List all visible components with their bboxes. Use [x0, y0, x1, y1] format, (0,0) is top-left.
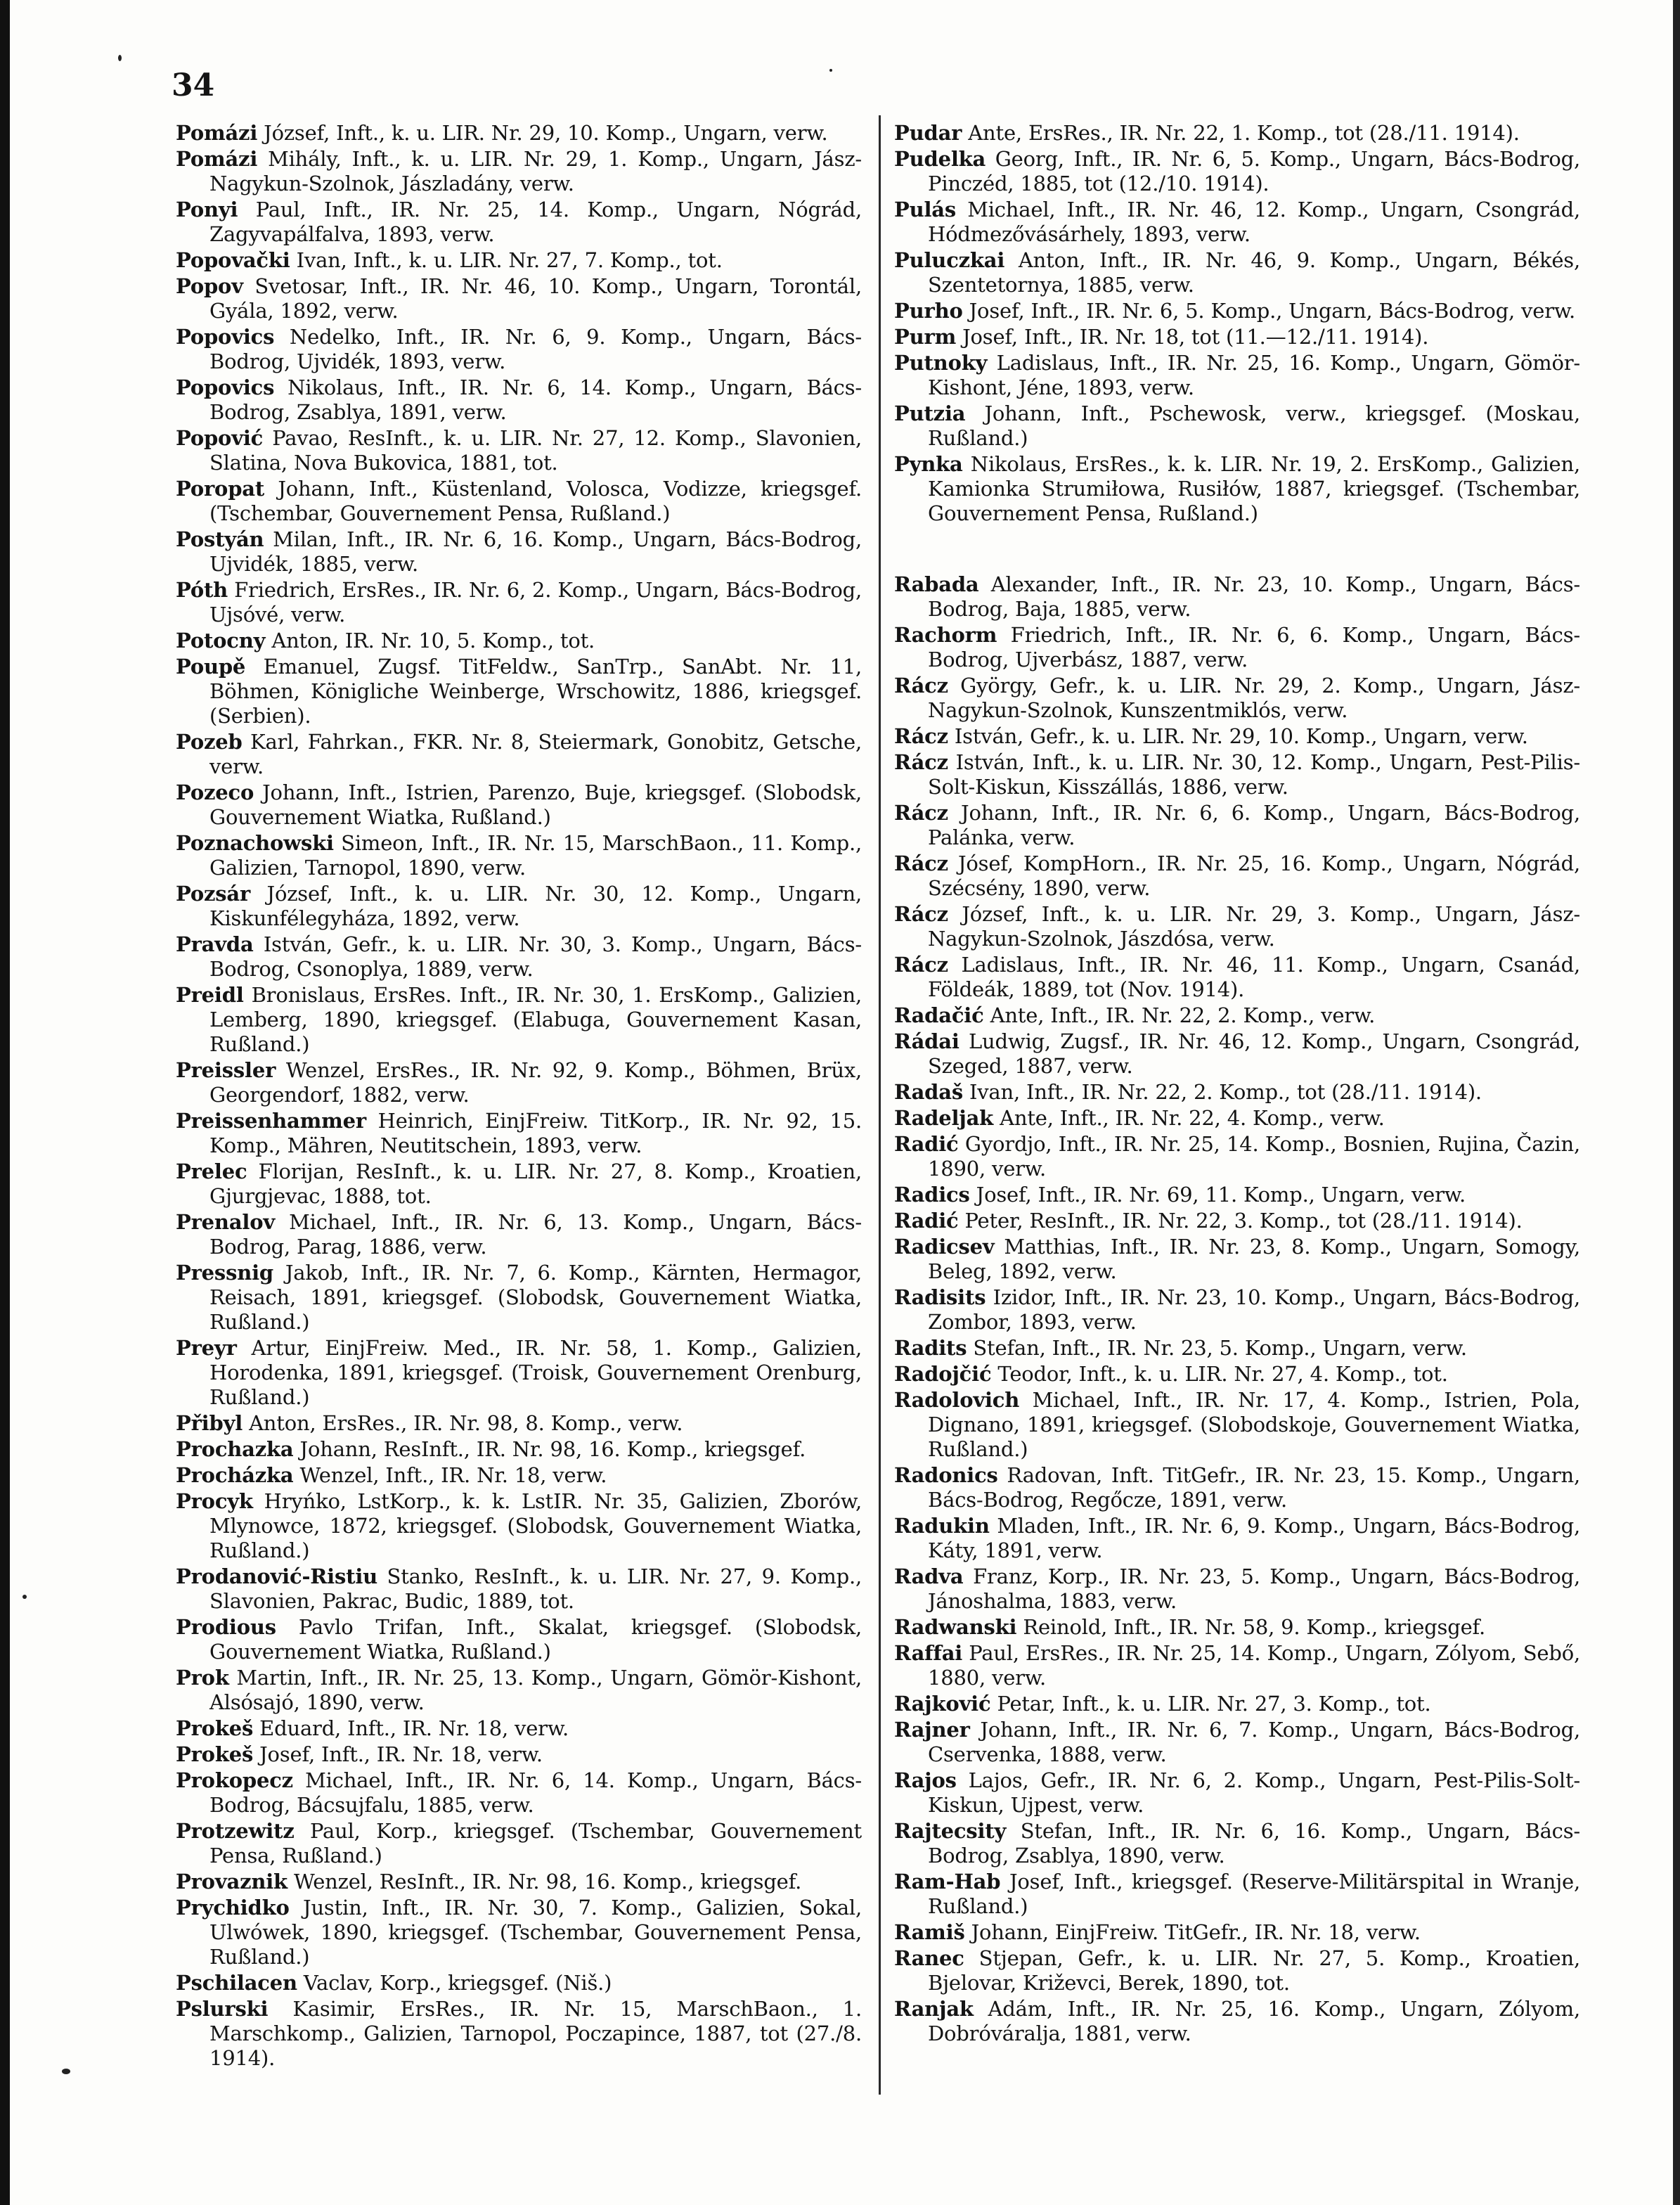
entry-details: Ivan, Inft., k. u. LIR. Nr. 27, 7. Komp., tot.: [290, 248, 723, 272]
entry-details: Stanko, ResInft., k. u. LIR. Nr. 27, 9. Komp., Slavonien, Pakrac, Budic, 1889, tot.: [209, 1564, 862, 1613]
entry-surname: Prodious: [176, 1615, 276, 1639]
register-entry: [176, 121, 862, 146]
entry-details: Paul, Korp., kriegsgef. (Tschembar, Gouvernement Pensa, Rußland.): [209, 1819, 862, 1868]
entry-details: Reinold, Inft., IR. Nr. 58, 9. Komp., kriegsgef.: [1016, 1615, 1486, 1639]
entry-details: Alexander, Inft., IR. Nr. 23, 10. Komp., Ungarn, Bács-Bodrog, Baja, 1885, verw.: [928, 572, 1580, 621]
register-entry: [894, 1920, 1580, 1945]
entry-surname: Putnoky: [894, 351, 988, 375]
section-gap: [894, 527, 1580, 572]
register-entry: [894, 1692, 1580, 1716]
register-entry: [894, 902, 1580, 951]
entry-details: Izidor, Inft., IR. Nr. 23, 10. Komp., Ungarn, Bács-Bodrog, Zombor, 1893, verw.: [928, 1285, 1580, 1334]
entry-details: Josef, Inft., IR. Nr. 18, verw.: [253, 1742, 543, 1766]
entry-details: Johann, Inft., IR. Nr. 6, 7. Komp., Ungarn, Bács-Bodrog, Cservenka, 1888, verw.: [928, 1718, 1580, 1766]
column-divider: [879, 115, 881, 2095]
register-entry: [894, 801, 1580, 850]
register-entry: [894, 299, 1580, 323]
entry-details: Friedrich, Inft., IR. Nr. 6, 6. Komp., Ungarn, Bács-Bodrog, Ujverbász, 1887, verw.: [928, 623, 1580, 671]
entry-surname: Pudelka: [894, 147, 986, 171]
entry-surname: Prokeš: [176, 1716, 254, 1740]
entry-details: György, Gefr., k. u. LIR. Nr. 29, 2. Komp., Ungarn, Jász-Nagykun-Szolnok, Kunszentmiklós, verw.: [928, 674, 1580, 722]
entry-surname: Purho: [894, 299, 963, 323]
entry-surname: Poznachowski: [176, 831, 334, 855]
register-entry: [894, 1768, 1580, 1818]
left-column: [176, 121, 862, 2072]
section-r-entries: [894, 572, 1580, 2046]
register-entry: [176, 1819, 862, 1868]
register-entry: [894, 248, 1580, 297]
entry-surname: Radva: [894, 1564, 964, 1588]
entry-surname: Prelec: [176, 1159, 247, 1183]
entry-surname: Pozeb: [176, 730, 243, 754]
entry-details: Mladen, Inft., IR. Nr. 6, 9. Komp., Ungarn, Bács-Bodrog, Káty, 1891, verw.: [928, 1514, 1580, 1562]
register-entry: [176, 527, 862, 577]
entry-surname: Prychidko: [176, 1896, 290, 1920]
entry-surname: Pslurski: [176, 1997, 269, 2021]
entry-surname: Potocny: [176, 629, 266, 652]
entry-surname: Popovics: [176, 375, 275, 399]
register-entry: [894, 325, 1580, 349]
register-entry: [176, 147, 862, 196]
register-entry: [176, 1210, 862, 1259]
entry-surname: Procyk: [176, 1489, 253, 1513]
entry-surname: Radolovich: [894, 1388, 1020, 1412]
register-entry: [176, 1463, 862, 1488]
entry-surname: Preissler: [176, 1058, 276, 1082]
entry-surname: Pudar: [894, 121, 962, 145]
entry-details: József, Inft., k. u. LIR. Nr. 29, 10. Komp., Ungarn, verw.: [257, 121, 828, 145]
entry-details: Nikolaus, Inft., IR. Nr. 6, 14. Komp., Ungarn, Bács-Bodrog, Zsablya, 1891, verw.: [209, 375, 862, 424]
entry-details: Matthias, Inft., IR. Nr. 23, 8. Komp., Ungarn, Somogy, Beleg, 1892, verw.: [928, 1235, 1580, 1283]
entry-surname: Póth: [176, 578, 228, 602]
entry-surname: Preyr: [176, 1336, 237, 1360]
entry-details: Friedrich, ErsRes., IR. Nr. 6, 2. Komp., Ungarn, Bács-Bodrog, Ujsóvé, verw.: [209, 578, 862, 626]
register-entry: [176, 1615, 862, 1664]
register-entry: [176, 1997, 862, 2071]
entry-surname: Radojčić: [894, 1362, 992, 1386]
register-entry: [176, 1261, 862, 1335]
entry-surname: Radicsev: [894, 1235, 995, 1259]
entry-details: Paul, ErsRes., IR. Nr. 25, 14. Komp., Ungarn, Zólyom, Sebő, 1880, verw.: [928, 1641, 1580, 1690]
entry-details: Johann, EinjFreiw. TitGefr., IR. Nr. 18, verw.: [964, 1920, 1421, 1944]
entry-details: József, Inft., k. u. LIR. Nr. 30, 12. Komp., Ungarn, Kiskunfélegyháza, 1892, verw.: [209, 882, 862, 930]
entry-surname: Preissenhammer: [176, 1109, 366, 1133]
register-entry: [894, 1946, 1580, 1995]
entry-details: Stefan, Inft., IR. Nr. 23, 5. Komp., Ungarn, verw.: [967, 1336, 1467, 1360]
register-entry: [176, 1437, 862, 1462]
entry-surname: Radonics: [894, 1463, 998, 1487]
entry-surname: Radics: [894, 1183, 970, 1207]
entry-surname: Rabada: [894, 572, 979, 596]
entry-details: Florijan, ResInft., k. u. LIR. Nr. 27, 8. Komp., Kroatien, Gjurgjevac, 1888, tot.: [209, 1159, 862, 1208]
entry-details: Johann, Inft., Küstenland, Volosca, Vodizze, kriegsgef. (Tschembar, Gouvernement Pensa, Rußland.): [209, 477, 862, 525]
entry-surname: Provaznik: [176, 1870, 287, 1894]
entry-surname: Rácz: [894, 724, 948, 748]
register-entry: [894, 1336, 1580, 1361]
entry-details: Justin, Inft., IR. Nr. 30, 7. Komp., Galizien, Sokal, Ulwówek, 1890, kriegsgef. (Tschembar, Gouvernement Pensa, Rußland.): [209, 1896, 862, 1969]
entry-details: Johann, Inft., IR. Nr. 6, 6. Komp., Ungarn, Bács-Bodrog, Palánka, verw.: [928, 801, 1580, 849]
register-entry: [894, 1029, 1580, 1079]
entry-surname: Rácz: [894, 953, 948, 977]
register-entry: [176, 1666, 862, 1715]
register-entry: [176, 578, 862, 627]
register-entry: [894, 401, 1580, 451]
entry-details: Georg, Inft., IR. Nr. 6, 5. Komp., Ungarn, Bács-Bodrog, Pinczéd, 1885, tot (12./10. 1914).: [928, 147, 1580, 195]
entry-details: Adám, Inft., IR. Nr. 25, 16. Komp., Ungarn, Zólyom, Dobróváralja, 1881, verw.: [928, 1997, 1580, 2045]
entry-details: Anton, ErsRes., IR. Nr. 98, 8. Komp., verw.: [243, 1411, 683, 1435]
entry-surname: Pynka: [894, 452, 963, 476]
entry-surname: Radukin: [894, 1514, 990, 1538]
entry-details: Ivan, Inft., IR. Nr. 22, 2. Komp., tot (28./11. 1914).: [962, 1080, 1482, 1104]
entry-surname: Radić: [894, 1132, 959, 1156]
register-entry: [176, 477, 862, 526]
entry-details: Nikolaus, ErsRes., k. k. LIR. Nr. 19, 2. ErsKomp., Galizien, Kamionka Strumiłowa, Rusiłów, 1887, kriegsgef. (Tschembar, Gouvernement Pensa, Rußland.): [928, 452, 1580, 525]
entry-details: Kasimir, ErsRes., IR. Nr. 15, MarschBaon., 1. Marschkomp., Galizien, Tarnopol, Poczapince, 1887, tot (27./8. 1914).: [209, 1997, 862, 2070]
register-entry: [176, 325, 862, 374]
entry-details: Franz, Korp., IR. Nr. 23, 5. Komp., Ungarn, Bács-Bodrog, Jánoshalma, 1883, verw.: [928, 1564, 1580, 1613]
register-entry: [176, 932, 862, 982]
entry-details: Ladislaus, Inft., IR. Nr. 25, 16. Komp., Ungarn, Gömör-Kishont, Jéne, 1893, verw.: [928, 351, 1580, 399]
entry-details: Bronislaus, ErsRes. Inft., IR. Nr. 30, 1. ErsKomp., Galizien, Lemberg, 1890, kriegsgef. (Elabuga, Gouvernement Kasan, Rußland.): [209, 983, 862, 1056]
scan-speck: [22, 1595, 27, 1599]
entry-surname: Radaš: [894, 1080, 963, 1104]
entry-surname: Rácz: [894, 674, 948, 698]
register-entry: [894, 1388, 1580, 1462]
register-entry: [894, 1132, 1580, 1181]
register-entry: [894, 147, 1580, 196]
entry-details: Simeon, Inft., IR. Nr. 15, MarschBaon., 11. Komp., Galizien, Tarnopol, 1890, verw.: [209, 831, 862, 880]
entry-surname: Rajtecsity: [894, 1819, 1007, 1843]
entry-surname: Protzewitz: [176, 1819, 295, 1843]
entry-details: Artur, EinjFreiw. Med., IR. Nr. 58, 1. Komp., Galizien, Horodenka, 1891, kriegsgef. (Troisk, Gouvernement Orenburg, Rußland.): [209, 1336, 862, 1409]
register-entry: [894, 1209, 1580, 1233]
register-entry: [176, 983, 862, 1057]
entry-surname: Poupě: [176, 655, 246, 679]
register-entry: [894, 1285, 1580, 1335]
entry-details: Anton, IR. Nr. 10, 5. Komp., tot.: [265, 629, 595, 652]
entry-details: Wenzel, Inft., IR. Nr. 18, verw.: [293, 1463, 607, 1487]
entry-surname: Prochazka: [176, 1437, 294, 1461]
register-entry: [176, 1564, 862, 1614]
entry-details: József, Inft., k. u. LIR. Nr. 29, 3. Komp., Ungarn, Jász-Nagykun-Szolnok, Jászdósa, verw.: [928, 902, 1580, 951]
entry-surname: Radwanski: [894, 1615, 1017, 1639]
register-entry: [176, 1716, 862, 1741]
entry-surname: Ranjak: [894, 1997, 974, 2021]
entry-surname: Radisits: [894, 1285, 986, 1309]
entry-details: Emanuel, Zugsf. TitFeldw., SanTrp., SanAbt. Nr. 11, Böhmen, Königliche Weinberge, Wrschowitz, 1886, kriegsgef. (Serbien).: [209, 655, 862, 728]
entry-details: Josef, Inft., IR. Nr. 69, 11. Komp., Ungarn, verw.: [969, 1183, 1466, 1207]
register-entry: [176, 1768, 862, 1818]
register-entry: [176, 730, 862, 779]
entry-surname: Ramiš: [894, 1920, 965, 1944]
register-entry: [176, 274, 862, 323]
entry-details: Ludwig, Zugsf., IR. Nr. 46, 12. Komp., Ungarn, Csongrád, Szeged, 1887, verw.: [928, 1029, 1580, 1078]
register-entry: [176, 629, 862, 653]
register-entry: [176, 375, 862, 425]
entry-surname: Pschilacen: [176, 1971, 297, 1995]
entry-details: Ante, ErsRes., IR. Nr. 22, 1. Komp., tot (28./11. 1914).: [962, 121, 1520, 145]
register-entry: [894, 1997, 1580, 2046]
entry-details: Johann, Inft., Pschewosk, verw., kriegsgef. (Moskau, Rußland.): [928, 401, 1580, 450]
entry-details: Stjepan, Gefr., k. u. LIR. Nr. 27, 5. Komp., Kroatien, Bjelovar, Križevci, Berek, 1890, tot.: [928, 1946, 1580, 1995]
entry-surname: Prodanović-Ristiu: [176, 1564, 378, 1588]
register-entry: [894, 121, 1580, 146]
section-p-entries: [894, 121, 1580, 526]
entry-surname: Pulás: [894, 198, 957, 221]
register-entry: [176, 1971, 862, 1995]
register-entry: [176, 1870, 862, 1894]
entry-surname: Preidl: [176, 983, 244, 1007]
register-entry: [894, 851, 1580, 901]
entry-details: Martin, Inft., IR. Nr. 25, 13. Komp., Ungarn, Gömör-Kishont, Alsósajó, 1890, verw.: [209, 1666, 862, 1714]
entry-surname: Procházka: [176, 1463, 294, 1487]
entry-details: Svetosar, Inft., IR. Nr. 46, 10. Komp., Ungarn, Torontál, Gyála, 1892, verw.: [209, 274, 862, 323]
entry-surname: Radić: [894, 1209, 959, 1233]
page-number: 34: [172, 68, 215, 103]
entry-surname: Rajković: [894, 1692, 991, 1716]
register-entry: [176, 1411, 862, 1436]
entry-details: István, Gefr., k. u. LIR. Nr. 29, 10. Komp., Ungarn, verw.: [948, 724, 1528, 748]
register-entry: [176, 1159, 862, 1209]
entry-surname: Putzia: [894, 401, 966, 425]
entry-details: István, Inft., k. u. LIR. Nr. 30, 12. Komp., Ungarn, Pest-Pilis-Solt-Kiskun, Kisszállás, 1886, verw.: [928, 750, 1580, 799]
entry-surname: Pravda: [176, 932, 254, 956]
scan-speck: [62, 2069, 70, 2074]
entry-surname: Rachorm: [894, 623, 997, 647]
entry-surname: Puluczkai: [894, 248, 1005, 272]
entry-details: Petar, Inft., k. u. LIR. Nr. 27, 3. Komp., tot.: [990, 1692, 1431, 1716]
entry-details: Pavao, ResInft., k. u. LIR. Nr. 27, 12. Komp., Slavonien, Slatina, Nova Bukovica, 1881, tot.: [209, 426, 862, 475]
entry-surname: Pressnig: [176, 1261, 273, 1285]
entry-details: Michael, Inft., IR. Nr. 46, 12. Komp., Ungarn, Csongrád, Hódmezővásárhely, 1893, verw.: [928, 198, 1580, 246]
register-entry: [894, 1564, 1580, 1614]
entry-surname: Pomázi: [176, 147, 258, 171]
register-entry: [894, 572, 1580, 622]
entry-surname: Popov: [176, 274, 243, 298]
entry-surname: Postyán: [176, 527, 264, 551]
entry-surname: Radačić: [894, 1003, 984, 1027]
register-entry: [176, 426, 862, 475]
entry-details: Michael, Inft., IR. Nr. 6, 14. Komp., Ungarn, Bács-Bodrog, Bácsujfalu, 1885, verw.: [209, 1768, 862, 1817]
register-entry: [176, 198, 862, 247]
entry-details: Stefan, Inft., IR. Nr. 6, 16. Komp., Ungarn, Bács-Bodrog, Zsablya, 1890, verw.: [928, 1819, 1580, 1868]
register-entry: [176, 831, 862, 880]
register-entry: [176, 655, 862, 728]
register-entry: [894, 1183, 1580, 1207]
entry-surname: Rajner: [894, 1718, 970, 1742]
entry-details: Johann, Inft., Istrien, Parenzo, Buje, kriegsgef. (Slobodsk, Gouvernement Wiatka, Rußland.): [209, 780, 862, 829]
entry-details: Michael, Inft., IR. Nr. 17, 4. Komp., Istrien, Pola, Dignano, 1891, kriegsgef. (Slobodskoje, Gouvernement Wiatka, Rußland.): [928, 1388, 1580, 1461]
entry-details: Anton, Inft., IR. Nr. 46, 9. Komp., Ungarn, Békés, Szentetornya, 1885, verw.: [928, 248, 1580, 297]
entry-details: Michael, Inft., IR. Nr. 6, 13. Komp., Ungarn, Bács-Bodrog, Parag, 1886, verw.: [209, 1210, 862, 1259]
register-entry: [894, 1235, 1580, 1284]
entry-details: Pavlo Trifan, Inft., Skalat, kriegsgef. (Slobodsk, Gouvernement Wiatka, Rußland.): [209, 1615, 862, 1664]
entry-surname: Popovics: [176, 325, 275, 349]
entry-surname: Prok: [176, 1666, 229, 1690]
register-entry: [176, 882, 862, 931]
entry-surname: Popović: [176, 426, 264, 450]
register-entry: [176, 248, 862, 273]
entry-surname: Rajos: [894, 1768, 957, 1792]
register-entry: [894, 1819, 1580, 1868]
entry-details: Nedelko, Inft., IR. Nr. 6, 9. Komp., Ungarn, Bács-Bodrog, Ujvidék, 1893, verw.: [209, 325, 862, 373]
register-entry: [176, 1896, 862, 1969]
register-entry: [176, 780, 862, 830]
register-entry: [176, 1489, 862, 1563]
entry-surname: Přibyl: [176, 1411, 243, 1435]
register-entry: [894, 1615, 1580, 1640]
entry-details: Wenzel, ErsRes., IR. Nr. 92, 9. Komp., Böhmen, Brüx, Georgendorf, 1882, verw.: [209, 1058, 862, 1107]
entry-surname: Pozsár: [176, 882, 251, 906]
entry-surname: Rácz: [894, 902, 948, 926]
entry-surname: Poropat: [176, 477, 265, 501]
entry-details: Lajos, Gefr., IR. Nr. 6, 2. Komp., Ungarn, Pest-Pilis-Solt-Kiskun, Ujpest, verw.: [928, 1768, 1580, 1817]
entry-surname: Pozeco: [176, 780, 254, 804]
register-entry: [176, 1109, 862, 1158]
register-entry: [894, 1362, 1580, 1387]
register-entry: [894, 1718, 1580, 1767]
entry-details: Jósef, KompHorn., IR. Nr. 25, 16. Komp., Ungarn, Nógrád, Szécsény, 1890, verw.: [928, 851, 1580, 900]
register-entry: [894, 750, 1580, 799]
register-entry: [894, 674, 1580, 723]
entry-details: Wenzel, ResInft., IR. Nr. 98, 16. Komp., kriegsgef.: [287, 1870, 802, 1894]
entry-details: Karl, Fahrkan., FKR. Nr. 8, Steiermark, Gonobitz, Getsche, verw.: [209, 730, 862, 778]
entry-details: Mihály, Inft., k. u. LIR. Nr. 29, 1. Komp., Ungarn, Jász-Nagykun-Szolnok, Jászladány, verw.: [209, 147, 862, 195]
entry-surname: Ponyi: [176, 198, 238, 221]
entry-surname: Rácz: [894, 801, 948, 825]
entry-surname: Prokopecz: [176, 1768, 293, 1792]
entry-details: Teodor, Inft., k. u. LIR. Nr. 27, 4. Komp., tot.: [991, 1362, 1448, 1386]
entry-details: Hryńko, LstKorp., k. k. LstIR. Nr. 35, Galizien, Zborów, Mlynowce, 1872, kriegsgef. (Slobodsk, Gouvernement Wiatka, Rußland.): [209, 1489, 862, 1562]
entry-surname: Prokeš: [176, 1742, 254, 1766]
entry-details: Vaclav, Korp., kriegsgef. (Niš.): [297, 1971, 612, 1995]
register-entry: [894, 623, 1580, 672]
entry-details: Gyordjo, Inft., IR. Nr. 25, 14. Komp., Bosnien, Rujina, Čazin, 1890, verw.: [928, 1132, 1580, 1181]
entry-surname: Ram-Hab: [894, 1870, 1001, 1894]
entry-surname: Purm: [894, 325, 957, 349]
register-entry: [894, 351, 1580, 400]
entry-surname: Pomázi: [176, 121, 258, 145]
scan-speck: [118, 55, 122, 61]
register-entry: [894, 953, 1580, 1002]
entry-details: Paul, Inft., IR. Nr. 25, 14. Komp., Ungarn, Nógrád, Zagyvapálfalva, 1893, verw.: [209, 198, 862, 246]
entry-details: Josef, Inft., IR. Nr. 6, 5. Komp., Ungarn, Bács-Bodrog, verw.: [962, 299, 1576, 323]
entry-surname: Rácz: [894, 750, 948, 774]
entry-surname: Prenalov: [176, 1210, 276, 1234]
register-entry: [894, 198, 1580, 247]
entry-surname: Raffai: [894, 1641, 963, 1665]
entry-details: Ante, Inft., IR. Nr. 22, 4. Komp., verw.: [993, 1106, 1385, 1130]
register-entry: [176, 1336, 862, 1410]
entry-details: Jakob, Inft., IR. Nr. 7, 6. Komp., Kärnten, Hermagor, Reisach, 1891, kriegsgef. (Slobodsk, Gouvernement Wiatka, Rußland.): [209, 1261, 862, 1334]
entry-details: Ante, Inft., IR. Nr. 22, 2. Komp., verw.: [983, 1003, 1376, 1027]
entry-details: Radovan, Inft. TitGefr., IR. Nr. 23, 15. Komp., Ungarn, Bács-Bodrog, Regőcze, 1891, verw.: [928, 1463, 1580, 1512]
entry-surname: Radits: [894, 1336, 967, 1360]
entry-details: Milan, Inft., IR. Nr. 6, 16. Komp., Ungarn, Bács-Bodrog, Ujvidék, 1885, verw.: [209, 527, 862, 576]
entry-surname: Rácz: [894, 851, 948, 875]
register-entry: [894, 1080, 1580, 1105]
register-entry: [894, 452, 1580, 526]
entry-details: Peter, ResInft., IR. Nr. 22, 3. Komp., tot (28./11. 1914).: [958, 1209, 1523, 1233]
entry-details: Johann, ResInft., IR. Nr. 98, 16. Komp., kriegsgef.: [293, 1437, 806, 1461]
register-entry: [894, 1106, 1580, 1131]
entry-details: Josef, Inft., IR. Nr. 18, tot (11.—12./11. 1914).: [956, 325, 1429, 349]
register-entry: [176, 1058, 862, 1107]
entry-surname: Rádai: [894, 1029, 959, 1053]
entry-details: Heinrich, EinjFreiw. TitKorp., IR. Nr. 92, 15. Komp., Mähren, Neutitschein, 1893, verw.: [209, 1109, 862, 1157]
register-entry: [894, 1870, 1580, 1919]
entry-details: Ladislaus, Inft., IR. Nr. 46, 11. Komp., Ungarn, Csanád, Földeák, 1889, tot (Nov. 1914).: [928, 953, 1580, 1001]
entry-surname: Radeljak: [894, 1106, 994, 1130]
entry-details: István, Gefr., k. u. LIR. Nr. 30, 3. Komp., Ungarn, Bács-Bodrog, Csonoplya, 1889, verw.: [209, 932, 862, 981]
right-column: [894, 121, 1580, 2048]
entry-details: Josef, Inft., kriegsgef. (Reserve-Militärspital in Wranje, Rußland.): [928, 1870, 1580, 1918]
register-entry: [894, 1003, 1580, 1028]
register-entry: [894, 1641, 1580, 1690]
entry-details: Eduard, Inft., IR. Nr. 18, verw.: [253, 1716, 569, 1740]
register-entry: [894, 1514, 1580, 1563]
entry-surname: Popovački: [176, 248, 290, 272]
scan-speck: [829, 69, 832, 72]
register-entry: [894, 724, 1580, 749]
register-entry: [176, 1742, 862, 1767]
register-entry: [894, 1463, 1580, 1512]
entry-surname: Ranec: [894, 1946, 964, 1970]
